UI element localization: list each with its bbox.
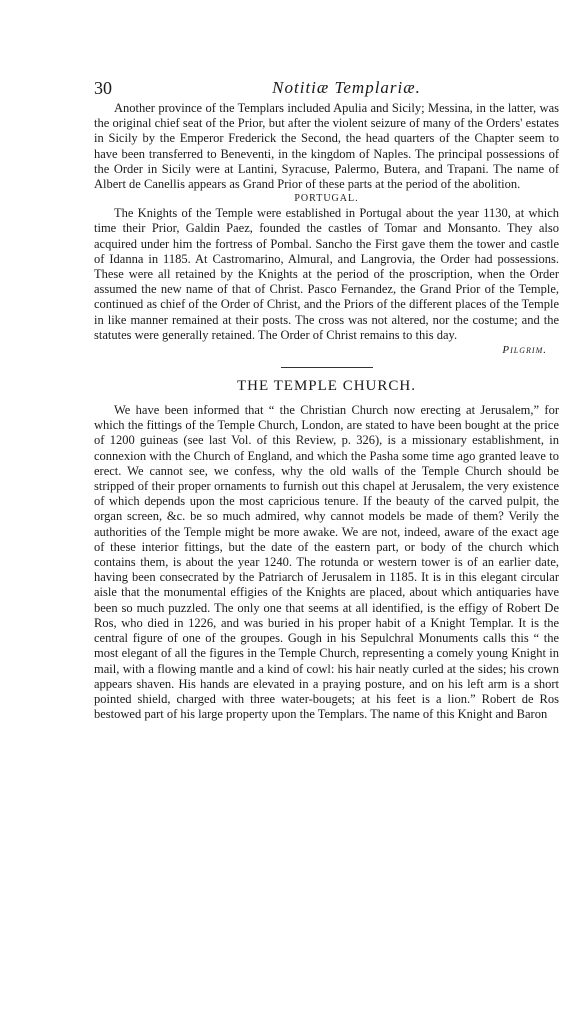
portugal-heading: PORTUGAL. — [294, 193, 359, 205]
article-title: THE TEMPLE CHURCH. — [237, 378, 416, 395]
sicily-paragraph: Another province of the Templars included Apulia and Sicily; Messina, in the latter, was the original chief seat of the Prior, but after the violent seizure of many of the Orders' estates in Sicily by the Emperor Frederick the Second, the head quarters of the Chapter seem to have been transferred to Beneventi, in the kingdom of Naples. The principal possessions of the Order in Sicily were at Lantini, Syracuse, Palermo, Butera, and Trapani. The name of Albert de Canellis appears as Grand Prior of these parts at the period of the abolition. — [94, 101, 559, 192]
text-column — [94, 101, 559, 722]
temple-church-paragraph: We have been informed that “ the Christian Church now erecting at Jerusalem,” for which the fittings of the Temple Church, London, are stated to have been bought at the price of 1200 guineas (see last Vol. of this Review, p. 326), is a missionary establishment, in connexion with the Church of England, and which the Pasha some time ago granted leave to erect. We cannot see, we confess, why the old walls of the Temple Church should be stripped of their proper ornaments to furnish out this chapel at Jerusalem, the very existence of which depends upon the most capricious tenure. If the beauty of the carved pulpit, the organ screen, &c. be so much admired, why cannot models be made of them? Verily the authorities of the Temple might be more awake. We are not, indeed, aware of the exact age of these interior fittings, but the date of the eastern part, or body of the church which contains them, is about the year 1240. The rotunda or western tower is of an earlier date, having been consecrated by the Patriarch of Jerusalem in 1185. It is in this elegant circular aisle that the monumental effigies of the Knights are placed, about which antiquaries have been so much puzzled. The only one that seems at all identified, is the effigy of Robert De Ros, who died in 1226, and was buried in his proper habit of a Knight Templar. It is the central figure of one of the groupes. Gough in his Sepulchral Monuments calls this “ the most elegant of all the figures in the Temple Church, representing a comely young Knight in mail, with a flowing mantle and a kind of cowl: his hair neatly curled at the sides; his crown appears shaven. His hands are elevated in a praying posture, and on his left arm is a short pointed shield, charged with three water-bougets; at his feet is a lion.” Robert de Ros bestowed part of his large property upon the Templars. The name of this Knight and Baron — [94, 403, 559, 722]
portugal-paragraph: The Knights of the Temple were established in Portugal about the year 1130, at which time their Prior, Galdin Paez, founded the castles of Tomar and Monsanto. They also acquired under him the fortress of Pombal. Sancho the First gave them the tower and castle of Idanna in 1185. At Castromarino, Almural, and Langrovia, the Order had possessions. These were all retained by the Knights at the period of the proscription, when the Order assumed the new name of that of Christ. Pasco Fernandez, the Grand Prior of the Temple, continued as chief of the Order of Christ, and the Priors of the different places of the Temple in like manner remained at their posts. The cross was not altered, nor the costume; and the statutes were generally retained. The Order of Christ remains to this day. — [94, 206, 559, 342]
running-title: Notitiæ Templariæ. — [272, 78, 421, 97]
page-header — [94, 78, 559, 102]
author-signature: Pilgrim. — [502, 344, 547, 357]
page-number: 30 — [94, 78, 112, 98]
section-divider — [281, 367, 373, 368]
